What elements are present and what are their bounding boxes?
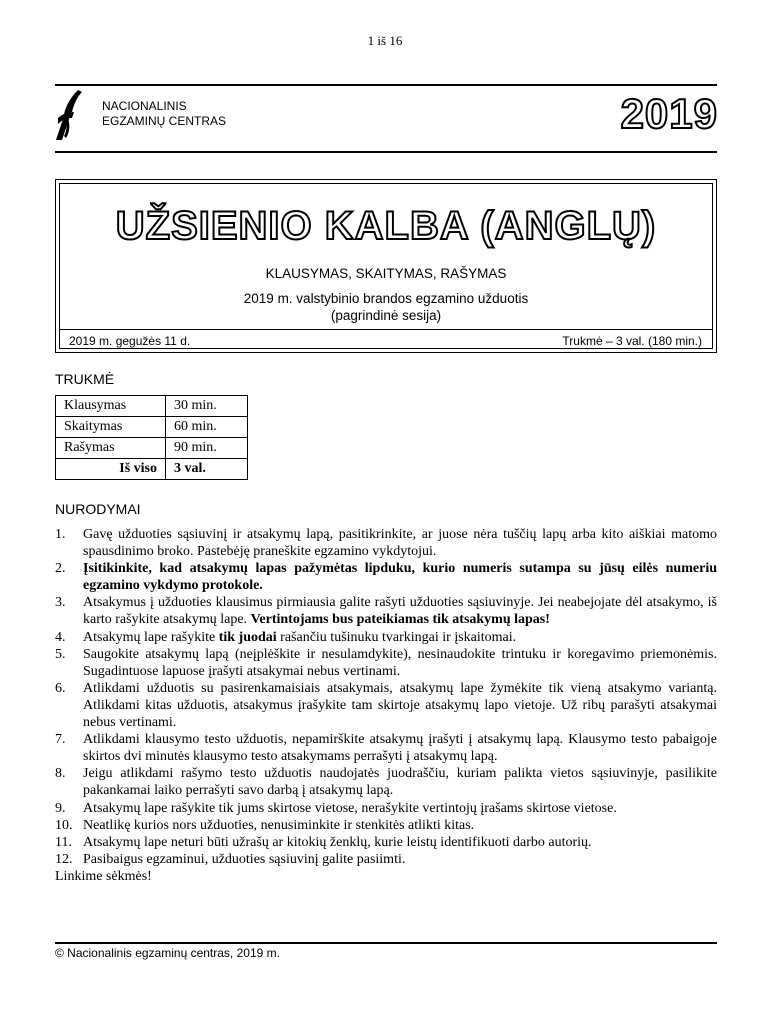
list-item [55,526,717,560]
list-item [55,817,717,834]
exam-year: 2019 [620,90,718,137]
exam-duration-note: Trukmė – 3 val. (180 min.) [562,334,702,348]
list-item-number: 12. [55,851,73,867]
list-item-text: Pasibaigus egzaminui, užduoties sąsiuvinį galite pasiimti. [83,851,406,867]
table-cell-part: Klausymas [56,396,166,417]
table-total-value: 3 val. [166,459,248,480]
list-item-number: 3. [55,595,66,611]
list-item [55,765,717,799]
exam-subtitle: KLAUSYMAS, SKAITYMAS, RAŠYMAS [265,266,507,281]
header-bottom-rule [55,151,717,153]
exam-date: 2019 m. gegužės 11 d. [69,334,191,348]
list-item-text: Jeigu atlikdami rašymo testo užduotis naudojatės juodraščiu, kuriam palikta vietos sąsiuvinyje, pasilikite pakankamai laiko perrašyti savo darbą į atsakymų lapą. [83,766,717,799]
list-item [55,629,717,646]
list-item [55,800,717,817]
organization-name-line1: NACIONALINIS [102,99,187,113]
page-counter: 1 iš 16 [367,33,403,48]
copyright-notice: © Nacionalinis egzaminų centras, 2019 m. [55,946,280,960]
list-item-text: Neatlikę kurios nors užduoties, nenusiminkite ir stenkitės atlikti kitas. [83,817,475,833]
list-item-bold: tik juodai [218,629,277,645]
duration-heading: TRUKMĖ [55,371,115,387]
table-row [56,438,248,459]
instructions-list [55,526,717,868]
table-total-row [56,459,248,480]
table-cell-part: Skaitymas [56,417,166,438]
table-cell-time: 60 min. [166,417,248,438]
list-item [55,851,717,868]
table-cell-time: 30 min. [166,396,248,417]
footer-rule [55,942,717,944]
list-item-text: Atsakymų lape rašykite tik jums skirtose vietose, nerašykite vertintojų įrašams skirtose vietose. [83,800,617,816]
list-item-bold: Įsitikinkite, kad atsakymų lapas pažymėtas lipduku, kurio numeris sutampa su jūsų eilės numeriu egzamino vykdymo protokole. [83,561,717,594]
list-item-number: 7. [55,732,66,748]
duration-table [55,395,248,480]
list-item-number: 9. [55,800,66,816]
list-item-number: 8. [55,766,66,782]
table-cell-part: Rašymas [56,438,166,459]
title-box-divider [60,329,712,330]
list-item [55,646,717,680]
table-row [56,417,248,438]
organization-name-line2: EGZAMINŲ CENTRAS [102,114,227,128]
list-item-text: Atsakymų lape rašykite [83,629,219,645]
list-item-number: 2. [55,561,66,577]
list-item [55,834,717,851]
list-item [55,594,717,628]
organization-name [102,99,226,129]
list-item-text: Atsakymus į užduoties klausimus pirmiausia galite rašyti užduoties sąsiuvinyje. Jei neabejojate dėl atsakymo, iš karto rašykite atsakymų lape. [83,595,717,628]
title-box-inner-frame [59,183,713,349]
list-item [55,731,717,765]
list-item [55,560,717,594]
title-box [55,179,717,353]
list-item-number: 11. [55,834,72,850]
exam-description: 2019 m. valstybinio brandos egzamino užduotis [243,291,529,306]
list-item-text-end: rašančiu tušinuku tvarkingai ir įskaitomai. [276,629,517,645]
list-item-bold: Vertintojams bus pateikiamas tik atsakymų lapas! [250,612,550,628]
list-item-number: 1. [55,527,66,542]
exam-title: UŽSIENIO KALBA (ANGLŲ) [115,204,657,248]
list-item [55,680,717,731]
nec-logo-icon [52,88,92,142]
list-item-text: Gavę užduoties sąsiuvinį ir atsakymų lapą, pasitikrinkite, ar juose nėra tuščių lapų arba kito aiškiai matomo spausdinimo broko. Pastebėję praneškite egzamino vykdytojui. [83,527,717,560]
list-item-text: Atlikdami klausymo testo užduotis, nepamirškite atsakymų įrašyti į atsakymų lapą. Klausymo testo pabaigoje skirtos dvi minutės klausymo testo atsakymams perrašyti į atsakymų lapą. [83,732,717,765]
list-item-text: Atlikdami užduotis su pasirenkamaisiais atsakymais, atsakymų lape žymėkite tik vieną atsakymo variantą. Atlikdami kitas užduotis, atsakymus įrašykite tam skirtoje atsakymų lapo vietoje. Už ribų parašyti atsakymai nebus vertinami. [83,680,717,731]
instructions-heading: NURODYMAI [55,501,141,517]
table-cell-time: 90 min. [166,438,248,459]
closing-message: Linkime sėkmės! [55,869,152,884]
list-item-number: 10. [55,817,73,833]
list-item-text: Saugokite atsakymų lapą (neįplėškite ir nesulamdykite), nesinaudokite trintuku ir koregavimo priemonėmis. Sugadintuose lapuose įrašyti atsakymai nebus vertinami. [83,646,717,679]
list-item-number: 5. [55,646,66,662]
list-item-number: 6. [55,680,66,696]
table-row [56,396,248,417]
exam-session: (pagrindinė sesija) [330,308,442,323]
header-top-rule [55,84,717,86]
list-item-text: Atsakymų lape neturi būti užrašų ar kitokių ženklų, kurie leistų identifikuoti darbo autorių. [83,834,592,850]
list-item-number: 4. [55,629,66,645]
table-total-label: Iš viso [56,459,166,480]
